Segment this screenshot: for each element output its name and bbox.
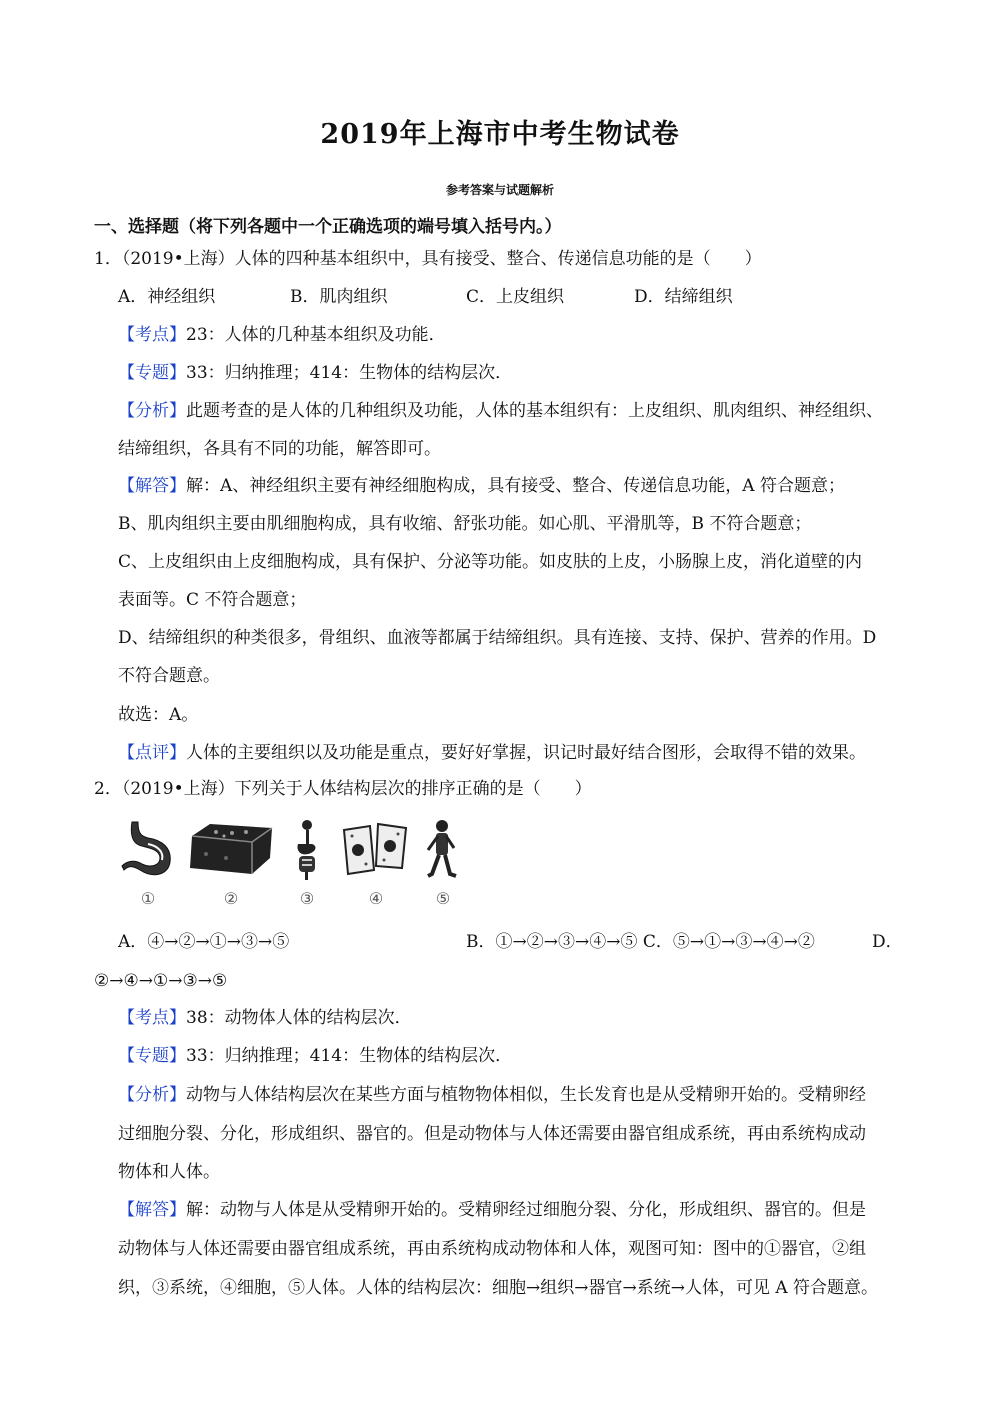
zhuanti-tag: 【专题】 bbox=[118, 363, 186, 383]
q2-jieda bbox=[118, 1199, 866, 1221]
fenxi-text: 动物与人体结构层次在某些方面与植物物体相似，生长发育也是从受精卵开始的。受精卵经 bbox=[186, 1085, 866, 1105]
q2-fenxi bbox=[118, 1084, 866, 1106]
q1-jieda bbox=[118, 475, 845, 497]
jieda-tag: 【解答】 bbox=[118, 476, 186, 496]
question-1-stem: 1．（2019•上海）人体的四种基本组织中，具有接受、整合、传递信息功能的是（ ） bbox=[94, 249, 762, 269]
figure-label-4: ④ bbox=[368, 889, 384, 908]
page-title: 2019年上海市中考生物试卷 bbox=[320, 119, 680, 150]
kaodian-tag: 【考点】 bbox=[118, 1008, 186, 1028]
zhuanti-text: 33：归纳推理；414：生物体的结构层次． bbox=[186, 1046, 513, 1066]
q2-zhuanti bbox=[118, 1045, 512, 1067]
digestive-system-icon bbox=[282, 818, 332, 884]
figure-label-5: ⑤ bbox=[435, 889, 451, 908]
q1-option-c: C．上皮组织 bbox=[466, 287, 565, 307]
figure-item-cells bbox=[340, 818, 412, 910]
q1-option-b: B．肌肉组织 bbox=[290, 287, 388, 307]
figure-item-human bbox=[418, 818, 468, 910]
figure-label-3: ③ bbox=[299, 889, 315, 908]
q1-jieda-b: B、肌肉组织主要由肌细胞构成，具有收缩、舒张功能。如心肌、平滑肌等，B 不符合题意； bbox=[118, 514, 812, 534]
q1-kaodian bbox=[118, 324, 446, 346]
q1-dianping bbox=[118, 742, 866, 764]
dianping-tag: 【点评】 bbox=[118, 743, 186, 763]
zhuanti-tag: 【专题】 bbox=[118, 1046, 186, 1066]
q1-zhuanti bbox=[118, 362, 512, 384]
q2-option-a: A．④→②→①→③→⑤ bbox=[118, 932, 290, 952]
fenxi-text: 此题考查的是人体的几种组织及功能，人体的基本组织有：上皮组织、肌肉组织、神经组织、 bbox=[186, 401, 883, 421]
fenxi-tag: 【分析】 bbox=[118, 1085, 186, 1105]
jieda-tag: 【解答】 bbox=[118, 1200, 186, 1220]
figure-item-stomach bbox=[118, 818, 178, 910]
q2-option-d-value: ②→④→①→③→⑤ bbox=[94, 971, 228, 991]
q2-jieda-cont-2: 织，③系统，④细胞，⑤人体。人体的结构层次：细胞→组织→器官→系统→人体，可见 A 符合题意。 bbox=[118, 1278, 879, 1298]
jieda-text: 解：A、神经组织主要有神经细胞构成，具有接受、整合、传递信息功能，A 符合题意； bbox=[186, 476, 845, 496]
figure-item-system bbox=[282, 818, 332, 910]
q1-fenxi-cont: 结缔组织，各具有不同的功能，解答即可。 bbox=[118, 439, 441, 459]
q1-jieda-d: D、结缔组织的种类很多，骨组织、血液等都属于结缔组织。具有连接、支持、保护、营养的作用。D bbox=[118, 628, 877, 648]
jieda-text: 解：动物与人体是从受精卵开始的。受精卵经过细胞分裂、分化，形成组织、器官的。但是 bbox=[186, 1200, 866, 1220]
figure-label-1: ① bbox=[140, 889, 156, 908]
zhuanti-text: 33：归纳推理；414：生物体的结构层次． bbox=[186, 363, 513, 383]
q1-option-d: D．结缔组织 bbox=[634, 287, 733, 307]
dianping-text: 人体的主要组织以及功能是重点，要好好掌握，识记时最好结合图形，会取得不错的效果。 bbox=[186, 743, 866, 763]
q2-fenxi-cont-1: 过细胞分裂、分化，形成组织、器官的。但是动物体与人体还需要由器官组成系统，再由系统构成动 bbox=[118, 1124, 866, 1144]
q2-kaodian bbox=[118, 1007, 412, 1029]
walking-person-icon bbox=[418, 818, 468, 884]
q1-jieda-d-cont: 不符合题意。 bbox=[118, 666, 220, 686]
stomach-icon bbox=[118, 818, 178, 884]
question-2-stem: 2．（2019•上海）下列关于人体结构层次的排序正确的是（ ） bbox=[94, 779, 592, 799]
q2-fenxi-cont-2: 物体和人体。 bbox=[118, 1162, 220, 1182]
structure-levels-figure bbox=[118, 818, 468, 910]
figure-label-2: ② bbox=[223, 889, 239, 908]
q2-option-d-label: D． bbox=[872, 932, 903, 952]
section-heading: 一、选择题（将下列各题中一个正确选项的端号填入括号内。） bbox=[94, 217, 562, 237]
tissue-block-icon bbox=[186, 818, 276, 884]
q1-fenxi bbox=[118, 400, 883, 422]
q1-jieda-c: C、上皮组织由上皮细胞构成，具有保护、分泌等功能。如皮肤的上皮，小肠腺上皮，消化道壁的内 bbox=[118, 552, 863, 572]
kaodian-text: 38：动物体人体的结构层次． bbox=[186, 1008, 412, 1028]
q1-option-a: A．神经组织 bbox=[118, 287, 216, 307]
q2-jieda-cont-1: 动物体与人体还需要由器官组成系统，再由系统构成动物体和人体，观图可知：图中的①器官，②组 bbox=[118, 1239, 866, 1259]
q2-option-b-c: B．①→②→③→④→⑤ C．⑤→①→③→④→② bbox=[466, 932, 815, 952]
fenxi-tag: 【分析】 bbox=[118, 401, 186, 421]
figure-item-tissue bbox=[186, 818, 276, 910]
q1-answer: 故选：A。 bbox=[118, 705, 199, 725]
q1-jieda-c-cont: 表面等。C 不符合题意； bbox=[118, 590, 307, 610]
page-subtitle: 参考答案与试题解析 bbox=[445, 183, 554, 197]
kaodian-text: 23：人体的几种基本组织及功能． bbox=[186, 325, 446, 345]
kaodian-tag: 【考点】 bbox=[118, 325, 186, 345]
cells-icon bbox=[340, 818, 412, 884]
